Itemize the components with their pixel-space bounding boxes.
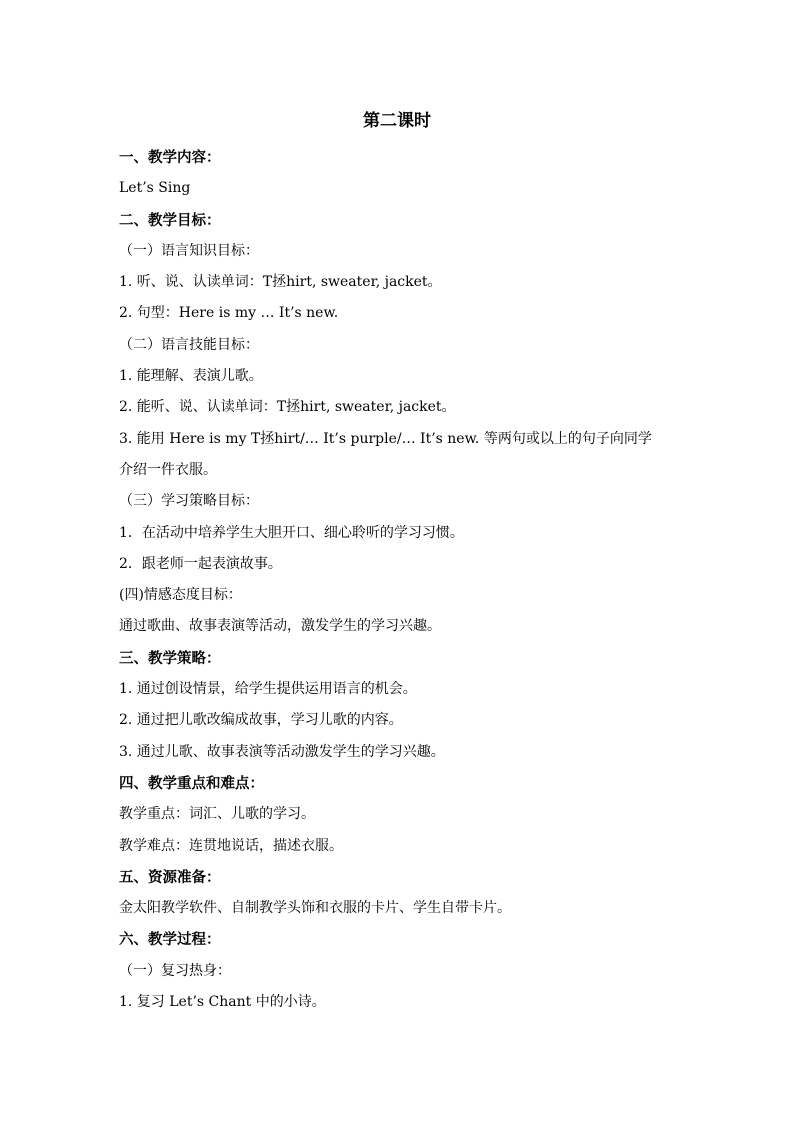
body-line: 金太阳教学软件、自制教学头饰和衣服的卡片、学生自带卡片。	[119, 900, 511, 917]
page-title: 第二课时	[363, 111, 431, 131]
section-heading: 二、教学目标：	[119, 211, 221, 229]
body-line: （一）语言知识目标：	[119, 242, 259, 259]
body-line: 2. 通过把儿歌改编成故事，学习儿歌的内容。	[119, 712, 403, 729]
body-line: （一）复习热身：	[119, 962, 231, 979]
body-line: 2．跟老师一起表演故事。	[119, 555, 282, 572]
body-line: （三）学习策略目标：	[119, 493, 259, 510]
section-heading: 一、教学内容：	[119, 149, 221, 166]
section-heading: 四、教学重点和难点：	[119, 774, 264, 792]
body-line: 2. 能听、说、认读单词：T拯hirt, sweater, jacket。	[119, 399, 456, 416]
body-line: 2. 句型：Here is my … It’s new.	[119, 305, 339, 322]
body-line: （二）语言技能目标：	[119, 336, 259, 353]
body-line: 介绍一件衣服。	[119, 461, 217, 478]
body-line: 教学重点：词汇、儿歌的学习。	[119, 806, 315, 823]
body-line: Let’s Sing	[119, 180, 191, 197]
body-line: 1. 能理解、表演儿歌。	[119, 368, 263, 385]
body-line: 1. 通过创设情景，给学生提供运用语言的机会。	[119, 681, 417, 698]
body-line: 3. 通过儿歌、故事表演等活动激发学生的学习兴趣。	[119, 743, 445, 760]
section-heading: 六、教学过程：	[119, 931, 221, 949]
body-line: 1. 听、说、认读单词：T拯hirt, sweater, jacket。	[119, 274, 442, 291]
body-line: 3. 能用 Here is my T拯hirt/… It’s purple/… It’s new. 等两句或以上的句子向同学	[119, 430, 652, 447]
body-line: 1．在活动中培养学生大胆开口、细心聆听的学习习惯。	[119, 524, 464, 541]
document-body	[119, 142, 689, 1018]
section-heading: 五、资源准备：	[119, 868, 221, 886]
section-heading: 三、教学策略：	[119, 649, 221, 667]
body-line: 1. 复习 Let’s Chant 中的小诗。	[119, 994, 326, 1011]
body-line: 教学难点：连贯地说话，描述衣服。	[119, 837, 343, 854]
body-line: 通过歌曲、故事表演等活动，激发学生的学习兴趣。	[119, 618, 441, 635]
body-line: (四)情感态度目标：	[119, 587, 242, 604]
